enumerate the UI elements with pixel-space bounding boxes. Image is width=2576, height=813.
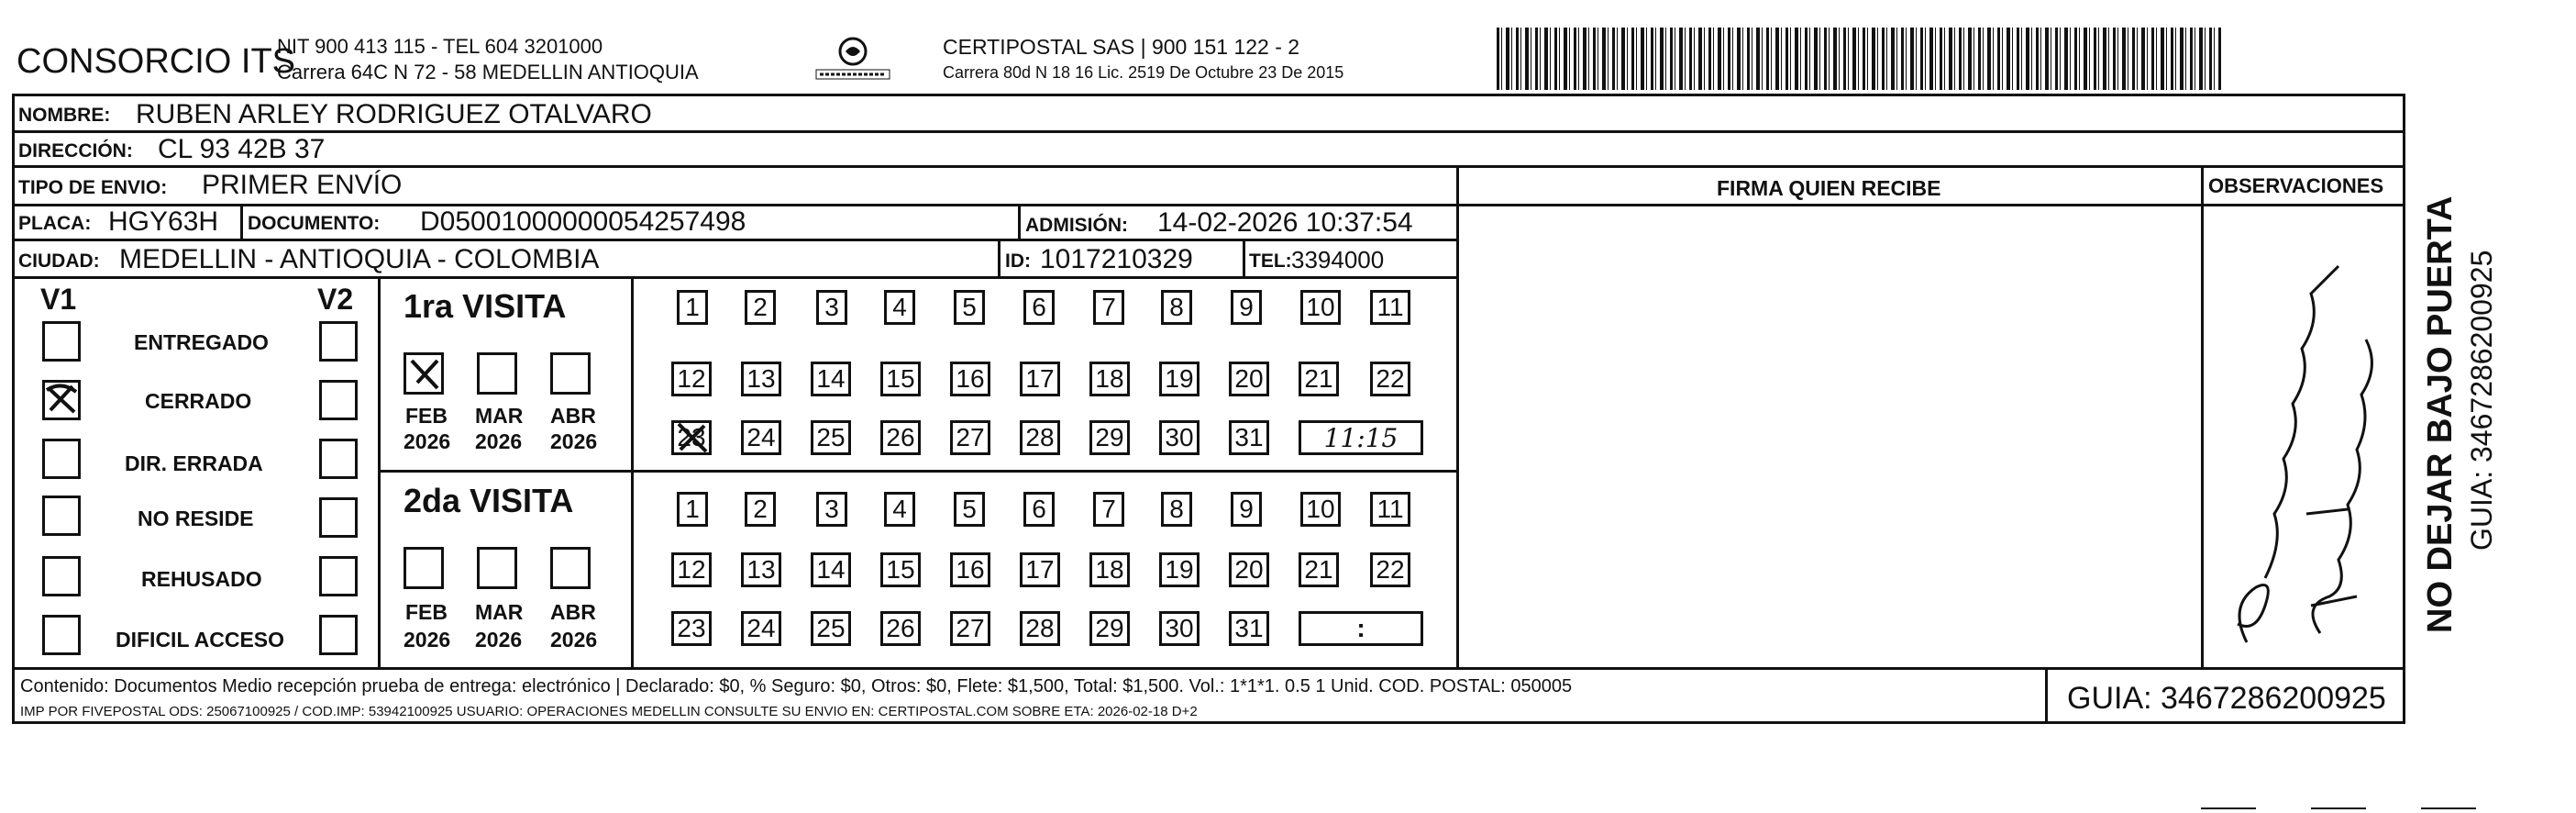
v2-checkbox-cerrado[interactable] [319,380,358,420]
first-day-8[interactable]: 8 [1161,290,1192,325]
second-day-23[interactable]: 23 [671,611,712,646]
first-visit-title: 1ra VISITA [404,287,567,325]
first-visit-month-abr: ABR [550,404,596,428]
tipo-envio-label: TIPO DE ENVIO: [18,177,168,198]
v1-checkbox-no-reside[interactable] [42,496,81,536]
v1-checkbox-rehusado[interactable] [42,556,81,596]
direccion-value: CL 93 42B 37 [158,134,326,164]
placa-label: PLACA: [18,213,92,234]
admision-value: 14-02-2026 10:37:54 [1157,207,1413,238]
second-day-15[interactable]: 15 [880,552,921,587]
v2-checkbox-dir-errada[interactable] [319,439,358,479]
status-label-dir-errada: DIR. ERRADA [125,451,263,475]
tel-value: 3394000 [1291,246,1385,273]
footer-guia: GUIA: 3467286200925 [2067,681,2386,716]
first-visit-month-feb-box[interactable] [404,352,444,395]
second-visit-month-abr: ABR [550,600,596,624]
v1-checkbox-dir-errada[interactable] [42,439,81,479]
handwritten-signature [2210,239,2394,661]
first-day-27[interactable]: 27 [950,420,990,455]
first-day-22[interactable]: 22 [1370,362,1410,396]
v1-checkbox-entregado[interactable] [42,321,81,362]
first-day-31[interactable]: 31 [1229,420,1269,455]
first-day-28[interactable]: 28 [1020,420,1060,455]
first-day-15[interactable]: 15 [880,362,921,396]
second-day-25[interactable]: 25 [811,611,851,646]
first-visit-month-mar-box[interactable] [477,352,517,395]
first-day-4[interactable]: 4 [884,290,915,325]
second-day-29[interactable]: 29 [1089,611,1130,646]
second-day-13[interactable]: 13 [741,552,781,587]
second-day-11[interactable]: 11 [1370,492,1410,527]
first-visit-month-abr-box[interactable] [550,352,591,395]
second-visit-year-abr: 2026 [550,628,598,652]
second-day-17[interactable]: 17 [1020,552,1060,587]
first-day-12[interactable]: 12 [671,362,712,396]
second-day-10[interactable]: 10 [1300,492,1341,527]
second-visit-title: 2da VISITA [404,482,574,519]
first-day-19[interactable]: 19 [1159,362,1200,396]
second-day-28[interactable]: 28 [1020,611,1060,646]
first-day-2[interactable]: 2 [745,290,776,325]
first-visit-year-feb: 2026 [404,429,451,453]
first-day-26[interactable]: 26 [880,420,921,455]
first-day-25[interactable]: 25 [811,420,851,455]
second-visit-month-feb-box[interactable] [404,547,444,589]
second-day-20[interactable]: 20 [1229,552,1269,587]
first-day-29[interactable]: 29 [1089,420,1130,455]
v2-header: V2 [317,283,354,316]
v1-checkbox-dificil-acceso[interactable] [42,615,81,655]
second-day-6[interactable]: 6 [1023,492,1055,527]
tel-label: TEL: [1249,251,1292,272]
second-visit-year-feb: 2026 [404,628,451,652]
first-day-21[interactable]: 21 [1299,362,1339,396]
v1-header: V1 [40,283,77,316]
second-visit-month-mar-box[interactable] [477,547,517,589]
status-label-cerrado: CERRADO [145,389,252,413]
first-day-1[interactable]: 1 [677,290,708,325]
admision-label: ADMISIÓN: [1025,215,1128,236]
certipostal-logo [807,35,899,90]
signature-icon [2210,239,2394,661]
second-day-19[interactable]: 19 [1159,552,1200,587]
second-day-7[interactable]: 7 [1093,492,1124,527]
second-day-18[interactable]: 18 [1089,552,1130,587]
placa-value: HGY63H [108,206,219,237]
second-day-3[interactable]: 3 [816,492,847,527]
second-day-22[interactable]: 22 [1370,552,1410,587]
second-day-30[interactable]: 30 [1159,611,1200,646]
direccion-label: DIRECCIÓN: [18,140,133,161]
second-day-21[interactable]: 21 [1299,552,1339,587]
first-day-7[interactable]: 7 [1093,290,1124,325]
v2-checkbox-dificil-acceso[interactable] [319,615,358,655]
first-day-3[interactable]: 3 [816,290,847,325]
day-check-mark-icon [671,418,712,455]
first-day-14[interactable]: 14 [811,362,851,396]
first-day-6[interactable]: 6 [1023,290,1055,325]
first-day-18[interactable]: 18 [1089,362,1130,396]
second-day-26[interactable]: 26 [880,611,921,646]
v2-checkbox-no-reside[interactable] [319,497,358,538]
first-day-30[interactable]: 30 [1159,420,1200,455]
first-day-17[interactable]: 17 [1020,362,1060,396]
second-visit-year-mar: 2026 [475,628,523,652]
second-day-4[interactable]: 4 [884,492,915,527]
company-nit: NIT 900 413 115 - TEL 604 3201000 [277,35,603,58]
second-day-2[interactable]: 2 [745,492,776,527]
observaciones-header: OBSERVACIONES [2208,174,2384,197]
ciudad-value: MEDELLIN - ANTIOQUIA - COLOMBIA [119,244,600,274]
first-day-10[interactable]: 10 [1300,290,1341,325]
status-label-rehusado: REHUSADO [141,567,262,591]
first-day-23[interactable]: 23 [671,420,712,455]
nombre-value: RUBEN ARLEY RODRIGUEZ OTALVARO [136,99,652,129]
v1-checkbox-cerrado[interactable] [42,380,81,420]
second-day-1[interactable]: 1 [677,492,708,527]
v2-checkbox-entregado[interactable] [319,321,358,362]
status-label-dificil-acceso: DIFICIL ACCESO [116,628,285,652]
second-visit-month-abr-box[interactable] [550,547,591,589]
second-day-31[interactable]: 31 [1229,611,1269,646]
id-value: 1017210329 [1040,244,1193,274]
barcode [1497,28,2221,90]
first-day-24[interactable]: 24 [741,420,781,455]
id-label: ID: [1005,251,1031,272]
first-visit-month-mar: MAR [475,404,524,428]
certipostal-logo-icon [807,35,899,90]
footer-content-line: Contenido: Documentos Medio recepción prueba de entrega: electrónico | Declarado: $0, % Seguro: $0, Otros: $0, Flete: $1,500, Total: $1,500. Vol.: 1*1*1. 0.5 1 Unid. COD. POSTAL: 050005 [20,676,1573,696]
second-day-8[interactable]: 8 [1161,492,1192,527]
status-label-no-reside: NO RESIDE [138,507,254,530]
status-label-entregado: ENTREGADO [134,330,269,354]
no-dejar-bajo-puerta: NO DEJAR BAJO PUERTA [2421,195,2460,633]
second-day-12[interactable]: 12 [671,552,712,587]
documento-label: DOCUMENTO: [248,213,381,234]
company-name: CONSORCIO ITS [17,42,296,81]
first-day-16[interactable]: 16 [950,362,990,396]
ciudad-label: CIUDAD: [18,251,100,272]
second-visit-month-mar: MAR [475,600,524,624]
check-mark-icon [45,383,78,418]
first-visit-year-mar: 2026 [475,429,523,453]
tipo-envio-value: PRIMER ENVÍO [202,170,403,200]
first-day-13[interactable]: 13 [741,362,781,396]
cert-company: CERTIPOSTAL SAS | 900 151 122 - 2 [943,35,1300,59]
second-day-14[interactable]: 14 [811,552,851,587]
cert-address: Carrera 80d N 18 16 Lic. 2519 De Octubre 23 De 2015 [943,63,1344,82]
company-address: Carrera 64C N 72 - 58 MEDELLIN ANTIOQUIA [277,61,699,84]
first-visit-time[interactable]: 11:15 [1299,420,1423,455]
v2-checkbox-rehusado[interactable] [319,556,358,596]
second-visit-time[interactable]: : [1299,611,1423,646]
first-day-11[interactable]: 11 [1370,290,1410,325]
second-visit-month-feb: FEB [405,600,448,624]
second-day-5[interactable]: 5 [954,492,985,527]
second-day-24[interactable]: 24 [741,611,781,646]
nombre-label: NOMBRE: [18,105,111,126]
documento-value: D05001000000054257498 [420,206,746,237]
second-day-27[interactable]: 27 [950,611,990,646]
first-visit-year-abr: 2026 [550,429,598,453]
second-day-9[interactable]: 9 [1231,492,1262,527]
first-visit-month-feb: FEB [405,404,448,428]
side-guia: GUIA: 3467286200925 [2465,250,2498,551]
first-day-5[interactable]: 5 [954,290,985,325]
first-day-20[interactable]: 20 [1229,362,1269,396]
check-mark-icon [406,355,441,392]
footer-print-line: IMP POR FIVEPOSTAL ODS: 25067100925 / COD.IMP: 53942100925 USUARIO: OPERACIONES MEDELLIN CONSULTE SU ENVIO EN: CERTIPOSTAL.COM SOBRE ETA: 2026-02-18 D+2 [20,704,1198,719]
first-day-9[interactable]: 9 [1231,290,1262,325]
second-day-16[interactable]: 16 [950,552,990,587]
firma-header: FIRMA QUIEN RECIBE [1717,176,1941,200]
